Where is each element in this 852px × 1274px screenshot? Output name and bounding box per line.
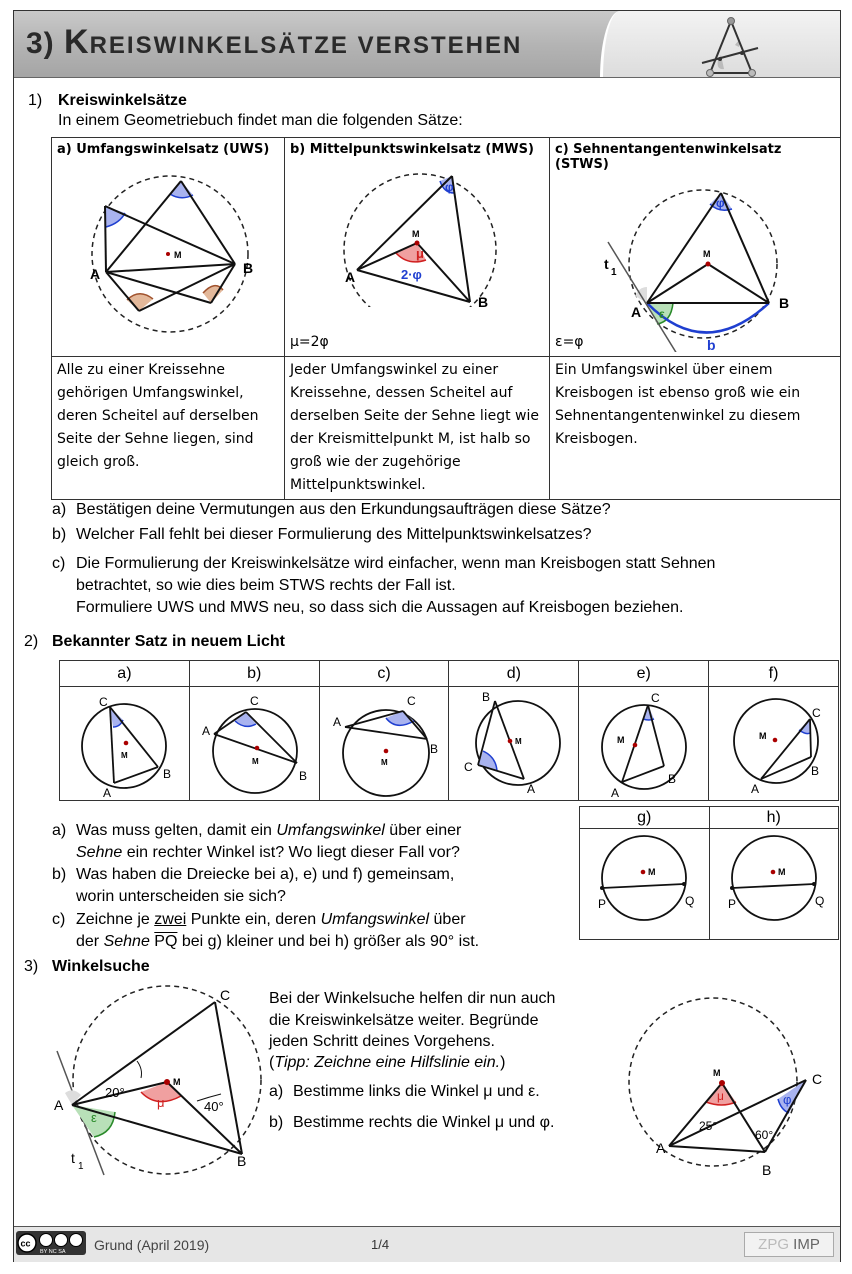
task-1c-text-line1: Die Formulierung der Kreiswinkelsätze wird einfacher, wenn man Kreisbogen statt Sehnen	[76, 555, 716, 572]
task-1a-text: Bestätigen deine Vermutungen aus den Erkundungsaufträgen diese Sätze?	[76, 501, 611, 518]
svg-text:40°: 40°	[204, 1099, 224, 1114]
svg-text:M: M	[381, 757, 388, 767]
theorem-mws-heading: b) Mittelpunktswinkelsatz (MWS)	[290, 142, 534, 157]
svg-text:B: B	[243, 260, 254, 276]
svg-text:cc: cc	[20, 1238, 31, 1249]
section-3-intro-line2: die Kreiswinkelsätze weiter. Begründe	[269, 1012, 539, 1029]
figure-g-diagram	[580, 830, 708, 938]
svg-text:Q: Q	[685, 894, 695, 908]
figure-b-label: b)	[189, 661, 319, 687]
svg-text:ε: ε	[91, 1110, 97, 1125]
svg-text:C: C	[811, 705, 821, 720]
title-initial: K	[64, 23, 90, 61]
svg-text:φ: φ	[445, 180, 454, 194]
uws-figure	[57, 157, 279, 337]
task-1b-label: b)	[52, 526, 67, 543]
svg-text:t: t	[604, 256, 609, 272]
task-2c-label: c)	[52, 911, 66, 928]
page-number: 1/4	[371, 1237, 390, 1252]
stws-figure	[555, 172, 835, 352]
theorem-stws-text: Ein Umfangswinkel über einem Kreisbogen ist ebenso groß wie ein Sehnentangentenwinkel zu diesem Kreisbogen.	[550, 357, 841, 500]
figure-d-label: d)	[449, 661, 579, 687]
section-3-number: 3)	[24, 958, 39, 975]
section-3-tip: (Tipp: Zeichne eine Hilfslinie ein.)	[269, 1054, 506, 1071]
svg-text:φ: φ	[783, 1092, 792, 1107]
figures-table-g-h	[579, 806, 839, 940]
task-3a-text: Bestimme links die Winkel μ und ε.	[293, 1083, 540, 1100]
svg-text:B: B	[779, 295, 790, 311]
svg-text:M: M	[173, 1077, 181, 1087]
task-2a-line2: Sehne ein rechter Winkel ist? Wo liegt dieser Fall vor?	[76, 844, 460, 861]
triangle-with-transversal-icon	[694, 15, 764, 77]
figure-c-diagram	[320, 689, 448, 799]
section-3-intro-line3: jeden Schritt deines Vorgehens.	[269, 1033, 495, 1050]
svg-text:C: C	[463, 759, 473, 774]
mws-figure	[290, 157, 544, 307]
svg-text:C: C	[650, 690, 660, 705]
figure-d-cell	[449, 687, 579, 801]
figure-f-label: f)	[709, 661, 839, 687]
footer-author: Grund (April 2019)	[94, 1237, 210, 1253]
section-1-intro: In einem Geometriebuch findet man die folgenden Sätze:	[58, 112, 463, 129]
svg-text:P: P	[727, 897, 736, 911]
svg-text:C: C	[250, 693, 259, 708]
svg-text:μ: μ	[157, 1095, 165, 1110]
task-1c-text-line2: betrachtet, so wie dies beim STWS rechts der Fall ist.	[76, 577, 456, 594]
task-1c-label: c)	[52, 555, 66, 572]
theorem-stws-cell	[550, 138, 841, 357]
stws-formula: ε=φ	[555, 334, 584, 350]
task-2b-label: b)	[52, 866, 67, 883]
svg-text:60°: 60°	[755, 1128, 774, 1142]
task-2b-line1: Was haben die Dreiecke bei a), e) und f) gemeinsam,	[76, 866, 455, 883]
svg-text:M: M	[252, 756, 259, 766]
svg-text:M: M	[777, 867, 786, 877]
svg-text:BY NC SA: BY NC SA	[40, 1249, 66, 1255]
svg-text:M: M	[648, 867, 656, 877]
svg-text:B: B	[163, 766, 172, 781]
svg-text:A: A	[631, 304, 642, 320]
title-rest: REISWINKELSÄTZE VERSTEHEN	[89, 32, 523, 59]
figure-g-cell	[580, 829, 710, 940]
section-3-intro-line1: Bei der Winkelsuche helfen dir nun auch	[269, 990, 556, 1007]
svg-text:ε: ε	[659, 307, 665, 321]
svg-text:M: M	[174, 250, 182, 260]
svg-text:M: M	[713, 1068, 721, 1078]
svg-text:A: A	[54, 1097, 64, 1113]
svg-text:μ: μ	[717, 1089, 724, 1103]
theorem-stws-heading: c) Sehnentangentenwinkelsatz (STWS)	[555, 142, 782, 172]
theorem-uws-cell	[52, 138, 285, 357]
winkelsuche-left-figure	[49, 981, 269, 1181]
section-3-title: Winkelsuche	[52, 958, 150, 975]
figures-table-a-f	[59, 660, 839, 801]
cc-license-icon	[16, 1231, 86, 1255]
theorem-mws-text: Jeder Umfangswinkel zu einer Kreissehne, dessen Scheitel auf derselben Seite der Sehne liegt wie der Kreismittelpunkt M, ist halb so groß wie der zugehörige Mittelpunktswinkel.	[285, 357, 550, 500]
figure-a-cell	[60, 687, 190, 801]
svg-text:B: B	[481, 689, 490, 704]
section-2-number: 2)	[24, 633, 39, 650]
svg-text:P: P	[598, 897, 607, 911]
svg-text:μ: μ	[416, 246, 424, 261]
svg-text:B: B	[810, 763, 819, 778]
svg-text:A: A	[656, 1140, 666, 1156]
theorem-uws-text: Alle zu einer Kreissehne gehörigen Umfangswinkel, deren Scheitel auf derselben Seite der Sehne liegen, sind gleich groß.	[52, 357, 285, 500]
figure-f-cell	[709, 687, 839, 801]
svg-text:M: M	[121, 750, 129, 760]
svg-text:20°: 20°	[105, 1085, 125, 1100]
svg-text:B: B	[478, 294, 489, 307]
task-3b-text: Bestimme rechts die Winkel μ und φ.	[293, 1114, 555, 1131]
svg-text:Q: Q	[814, 894, 825, 908]
svg-text:C: C	[99, 694, 109, 709]
figure-e-diagram	[580, 689, 708, 799]
winkelsuche-right-figure	[621, 986, 841, 1181]
svg-text:A: A	[526, 781, 535, 796]
figure-b-diagram	[190, 689, 318, 799]
task-2a-line1: Was muss gelten, damit ein Umfangswinkel über einer	[76, 822, 462, 839]
figure-e-label: e)	[579, 661, 709, 687]
zpg-imp-logo: ZPG IMP	[744, 1232, 834, 1257]
svg-text:A: A	[345, 269, 356, 285]
section-1-title: Kreiswinkelsätze	[58, 92, 187, 109]
svg-text:C: C	[220, 987, 231, 1003]
section-1-number: 1)	[28, 92, 43, 109]
task-2a-label: a)	[52, 822, 67, 839]
figure-c-cell	[319, 687, 449, 801]
page-footer	[14, 1226, 840, 1262]
svg-text:B: B	[762, 1162, 772, 1178]
figure-h-label: h)	[709, 807, 839, 829]
task-2c-line1: Zeichne je zwei Punkte ein, deren Umfangswinkel über	[76, 911, 466, 928]
task-3a-label: a)	[269, 1083, 284, 1100]
svg-text:25°: 25°	[699, 1119, 718, 1133]
figure-b-cell	[189, 687, 319, 801]
figure-h-cell	[709, 829, 839, 940]
svg-text:b: b	[707, 337, 716, 352]
svg-text:M: M	[758, 730, 767, 741]
task-2c-line2: der Sehne $\overline{PQ}$ bei g) kleiner und bei h) größer als 90° ist.	[76, 933, 480, 950]
mws-formula: μ=2φ	[290, 334, 329, 350]
svg-text:t: t	[71, 1150, 75, 1166]
svg-text:M: M	[616, 734, 625, 745]
figure-f-diagram	[710, 689, 838, 799]
svg-text:1: 1	[78, 1161, 84, 1172]
figure-c-label: c)	[319, 661, 449, 687]
task-2b-line2: worin unterscheiden sie sich?	[76, 888, 286, 905]
worksheet-page	[13, 10, 841, 1262]
task-3b-label: b)	[269, 1114, 284, 1131]
svg-text:C: C	[407, 693, 416, 708]
figure-g-label: g)	[580, 807, 710, 829]
svg-text:2·φ: 2·φ	[401, 267, 422, 282]
svg-text:A: A	[333, 714, 342, 729]
theorem-uws-heading: a) Umfangswinkelsatz (UWS)	[57, 142, 270, 157]
section-2-title: Bekannter Satz in neuem Licht	[52, 633, 285, 650]
svg-text:A: A	[750, 781, 759, 796]
figure-e-cell	[579, 687, 709, 801]
svg-text:1: 1	[611, 267, 617, 278]
figure-a-diagram	[60, 689, 188, 799]
svg-text:B: B	[237, 1153, 247, 1169]
task-1b-text: Welcher Fall fehlt bei dieser Formulierung des Mittelpunktswinkelsatzes?	[76, 526, 592, 543]
svg-text:C: C	[812, 1071, 823, 1087]
svg-text:A: A	[90, 266, 101, 282]
theorems-table	[51, 137, 841, 500]
svg-text:B: B	[430, 741, 439, 756]
svg-text:M: M	[412, 229, 420, 239]
figure-a-label: a)	[60, 661, 190, 687]
figure-d-diagram	[450, 689, 578, 799]
svg-text:B: B	[667, 771, 676, 786]
svg-text:φ: φ	[716, 196, 725, 210]
task-1a-label: a)	[52, 501, 67, 518]
svg-text:M: M	[514, 736, 522, 746]
page-title	[26, 23, 522, 62]
svg-text:M: M	[703, 249, 711, 259]
svg-text:A: A	[610, 785, 619, 799]
page-header	[14, 11, 840, 78]
task-1c-text-line3: Formuliere UWS und MWS neu, so dass sich die Aussagen auf Kreisbogen beziehen.	[76, 599, 684, 616]
svg-text:A: A	[202, 723, 211, 738]
title-number: 3)	[26, 27, 55, 60]
figure-h-diagram	[710, 830, 838, 938]
svg-text:B: B	[299, 768, 308, 783]
svg-text:A: A	[103, 785, 112, 799]
theorem-mws-cell	[285, 138, 550, 357]
